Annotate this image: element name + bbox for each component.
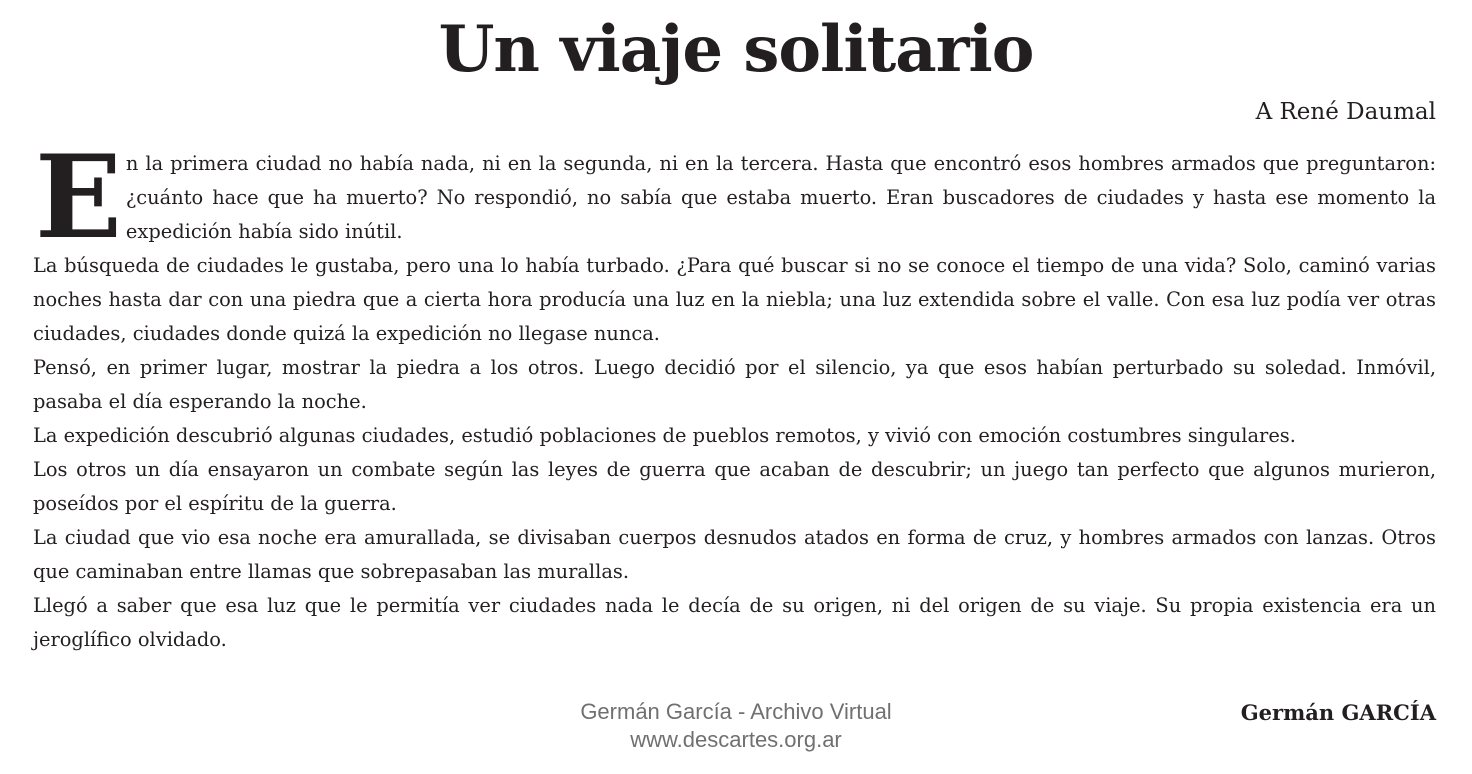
author-signature: Germán GARCÍA: [1240, 700, 1436, 725]
story-body: [33, 130, 1436, 657]
drop-cap: E: [35, 130, 122, 264]
footer-website: www.descartes.org.ar: [630, 727, 842, 752]
paragraph-1: [33, 130, 1436, 264]
dedication: A René Daumal: [1255, 99, 1436, 125]
page-title: Un viaje solitario: [438, 12, 1034, 87]
paragraph-2: La búsqueda de ciudades le gustaba, pero una lo había turbado. ¿Para qué buscar si no se conoce el tiempo de una vida? Solo, caminó varias noches hasta dar con una piedra que a cierta hora producía una luz en la niebla; una luz extendida sobre el valle. Con esa luz podía ver otras ciudades, ciudades donde quizá la expedición no llegase nunca.: [33, 254, 1436, 345]
paragraph-4: La expedición descubrió algunas ciudades, estudió poblaciones de pueblos remotos, y vivió con emoción costumbres singulares.: [33, 424, 1296, 447]
footer-archive-name: Germán García - Archivo Virtual: [580, 699, 892, 724]
paragraph-5: Los otros un día ensayaron un combate según las leyes de guerra que acaban de descubrir; un juego tan perfecto que algunos murieron, poseídos por el espíritu de la guerra.: [33, 458, 1436, 515]
paragraph-1-text: n la primera ciudad no había nada, ni en la segunda, ni en la tercera. Hasta que encontró esos hombres armados que preguntaron: ¿cuánto hace que ha muerto? No respondió, no sabía que estaba muerto. Eran buscadores de ciudades y hasta ese momento la expedición había sido inútil.: [125, 152, 1436, 243]
paragraph-7: Llegó a saber que esa luz que le permitía ver ciudades nada le decía de su origen, ni del origen de su viaje. Su propia existencia era un jeroglífico olvidado.: [33, 594, 1436, 651]
paragraph-6: La ciudad que vio esa noche era amurallada, se divisaban cuerpos desnudos atados en forma de cruz, y hombres armados con lanzas. Otros que caminaban entre llamas que sobrepasaban las murallas.: [33, 526, 1436, 583]
paragraph-3: Pensó, en primer lugar, mostrar la piedra a los otros. Luego decidió por el silencio, ya que esos habían perturbado su soledad. Inmóvil, pasaba el día esperando la noche.: [33, 356, 1436, 413]
